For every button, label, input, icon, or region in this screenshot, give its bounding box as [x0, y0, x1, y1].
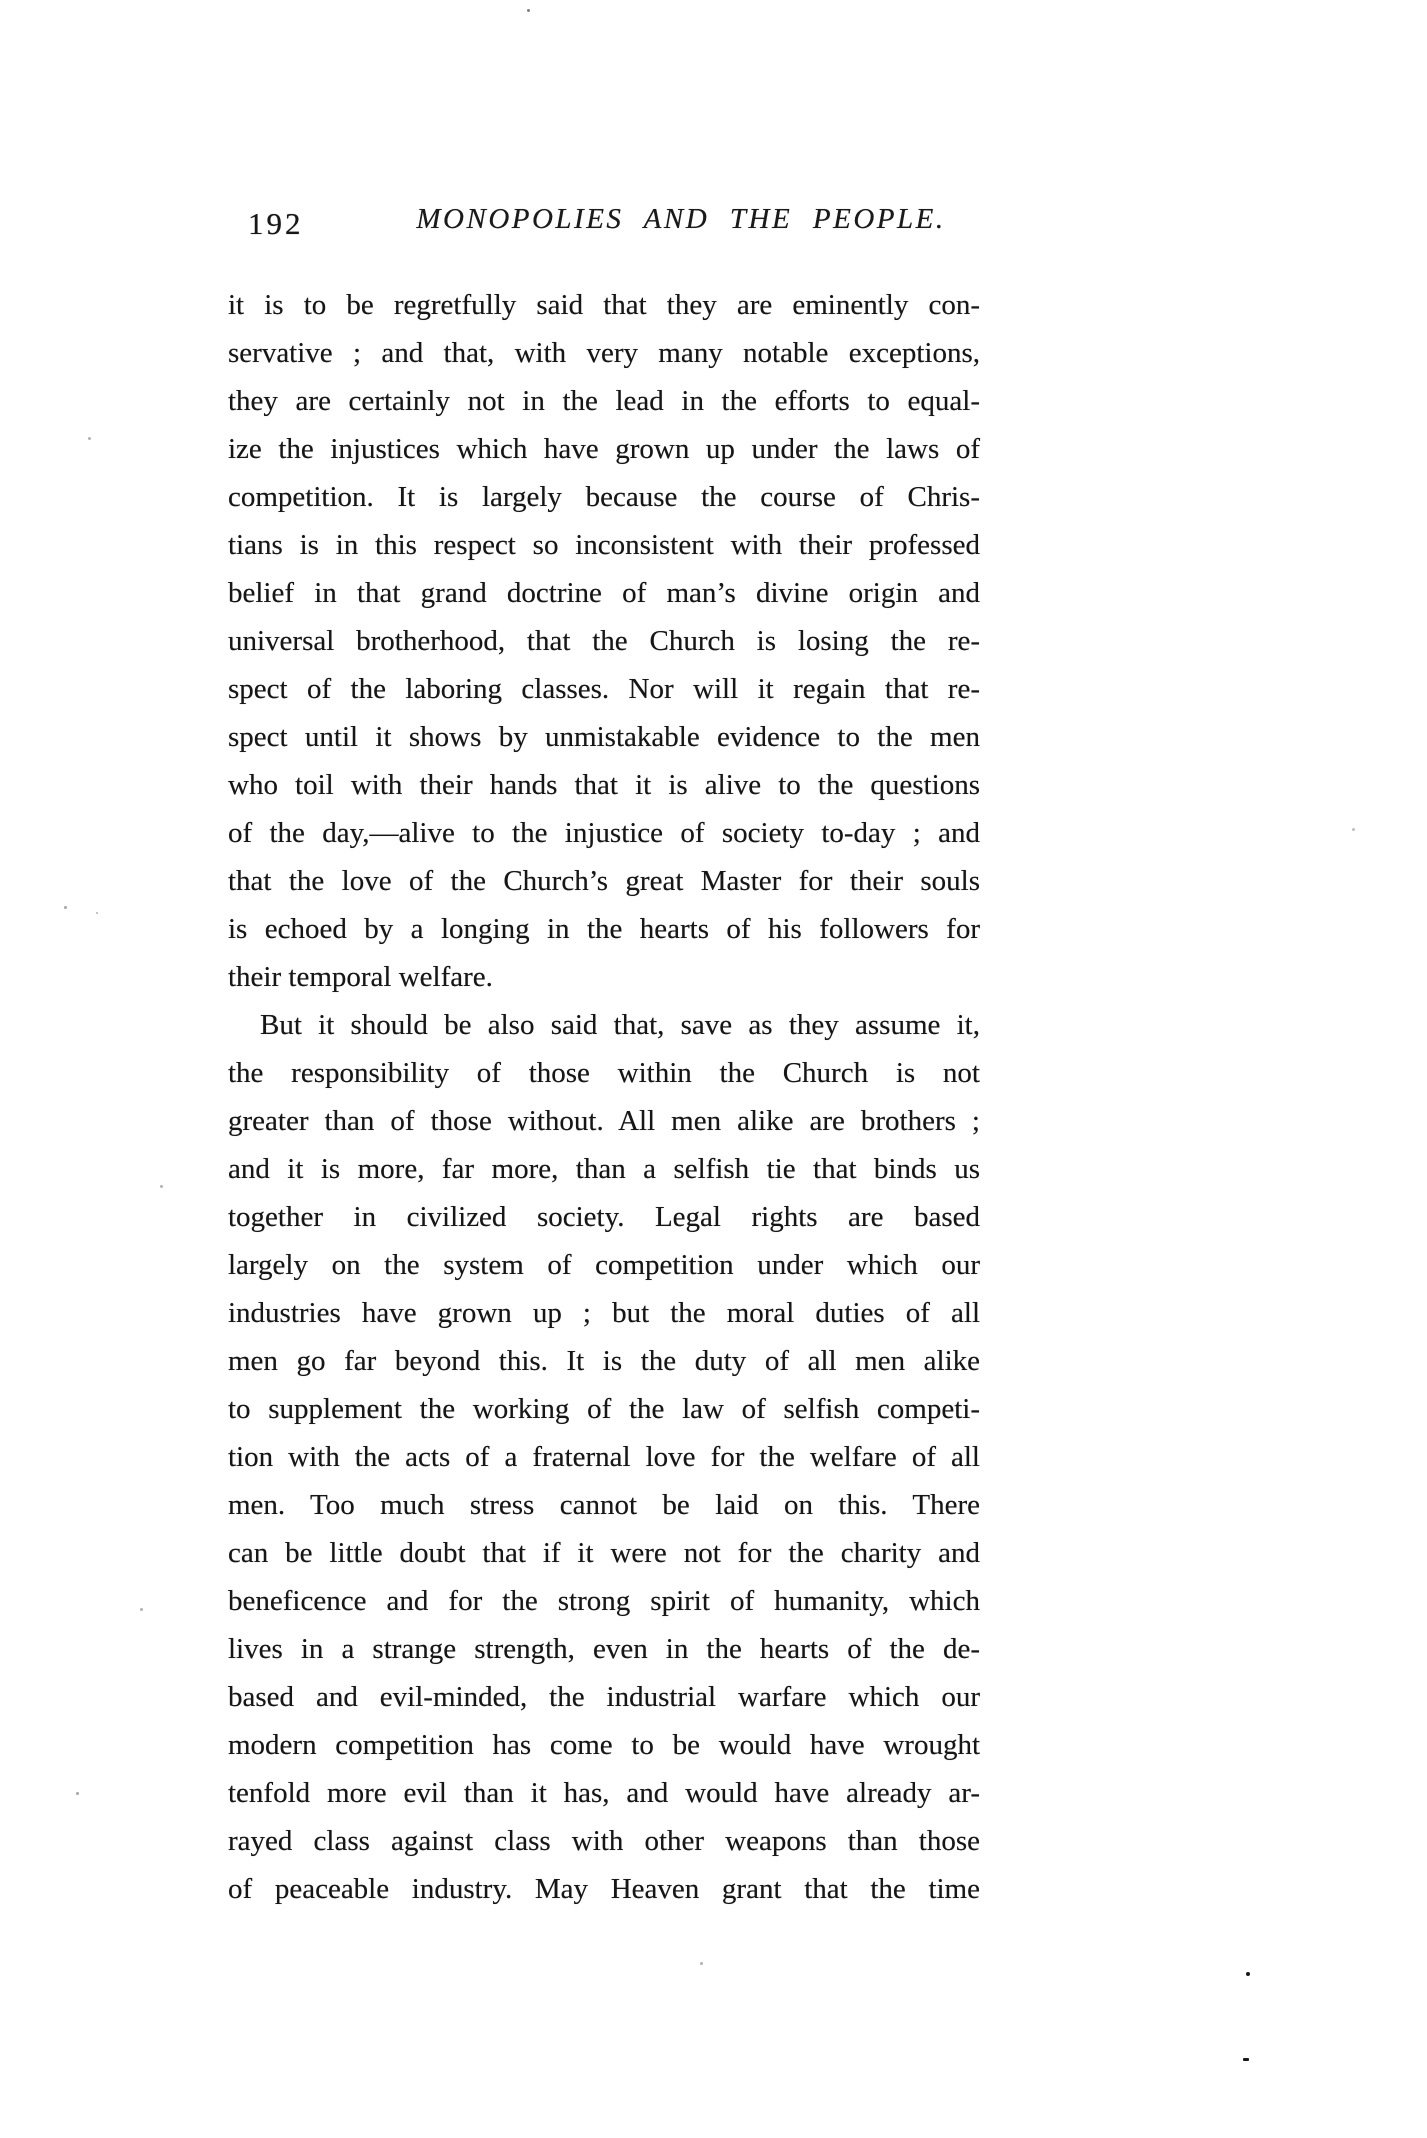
text-line: belief in that grand doctrine of man’s divine origin and	[228, 577, 980, 609]
scan-speck	[1243, 2058, 1249, 2061]
text-line: spect of the laboring classes. Nor will it regain that re-	[228, 673, 980, 705]
text-line: competition. It is largely because the course of Chris-	[228, 481, 980, 513]
scan-speck	[96, 912, 98, 914]
text-line: tion with the acts of a fraternal love for the welfare of all	[228, 1441, 980, 1473]
text-line: rayed class against class with other weapons than those	[228, 1825, 980, 1857]
page-header	[230, 203, 982, 247]
scan-speck	[140, 1608, 143, 1611]
text-line: largely on the system of competition under which our	[228, 1249, 980, 1281]
text-line: of peaceable industry. May Heaven grant that the time	[228, 1873, 980, 1905]
text-line: men go far beyond this. It is the duty of all men alike	[228, 1345, 980, 1377]
text-line: greater than of those without. All men alike are brothers ;	[228, 1105, 980, 1137]
paragraph	[228, 281, 980, 1001]
text-line: lives in a strange strength, even in the hearts of the de-	[228, 1633, 980, 1665]
text-line: spect until it shows by unmistakable evidence to the men	[228, 721, 980, 753]
text-line: universal brotherhood, that the Church is losing the re-	[228, 625, 980, 657]
text-line: that the love of the Church’s great Master for their souls	[228, 865, 980, 897]
text-line: ize the injustices which have grown up under the laws of	[228, 433, 980, 465]
scan-speck	[1246, 1972, 1250, 1976]
text-line: the responsibility of those within the Church is not	[228, 1057, 980, 1089]
text-line: men. Too much stress cannot be laid on this. There	[228, 1489, 980, 1521]
text-line: can be little doubt that if it were not for the charity and	[228, 1537, 980, 1569]
text-line: industries have grown up ; but the moral duties of all	[228, 1297, 980, 1329]
text-line: their temporal welfare.	[228, 961, 493, 993]
text-line: it is to be regretfully said that they are eminently con-	[228, 289, 980, 321]
text-line: tians is in this respect so inconsistent with their professed	[228, 529, 980, 561]
text-line: beneficence and for the strong spirit of humanity, which	[228, 1585, 980, 1617]
text-line: modern competition has come to be would have wrought	[228, 1729, 980, 1761]
scan-speck	[700, 1962, 703, 1965]
paragraph	[228, 1001, 980, 1913]
scan-speck	[527, 9, 530, 12]
page-body	[228, 281, 980, 1913]
text-line: servative ; and that, with very many notable exceptions,	[228, 337, 980, 369]
text-line: to supplement the working of the law of selfish competi-	[228, 1393, 980, 1425]
scan-speck	[64, 906, 67, 909]
scan-speck	[1352, 828, 1355, 831]
text-line: they are certainly not in the lead in the efforts to equal-	[228, 385, 980, 417]
scan-speck	[88, 437, 91, 440]
page-number: 192	[248, 206, 304, 241]
text-line: based and evil-minded, the industrial warfare which our	[228, 1681, 980, 1713]
text-line: who toil with their hands that it is alive to the questions	[228, 769, 980, 801]
running-title: MONOPOLIES AND THE PEOPLE.	[416, 203, 946, 235]
text-line: of the day,—alive to the injustice of society to-day ; and	[228, 817, 980, 849]
text-line: is echoed by a longing in the hearts of his followers for	[228, 913, 980, 945]
text-line: and it is more, far more, than a selfish tie that binds us	[228, 1153, 980, 1185]
text-line: But it should be also said that, save as they assume it,	[260, 1009, 980, 1041]
text-line: together in civilized society. Legal rights are based	[228, 1201, 980, 1233]
text-line: tenfold more evil than it has, and would have already ar-	[228, 1777, 980, 1809]
scan-speck	[76, 1792, 79, 1795]
scan-speck	[160, 1185, 163, 1188]
